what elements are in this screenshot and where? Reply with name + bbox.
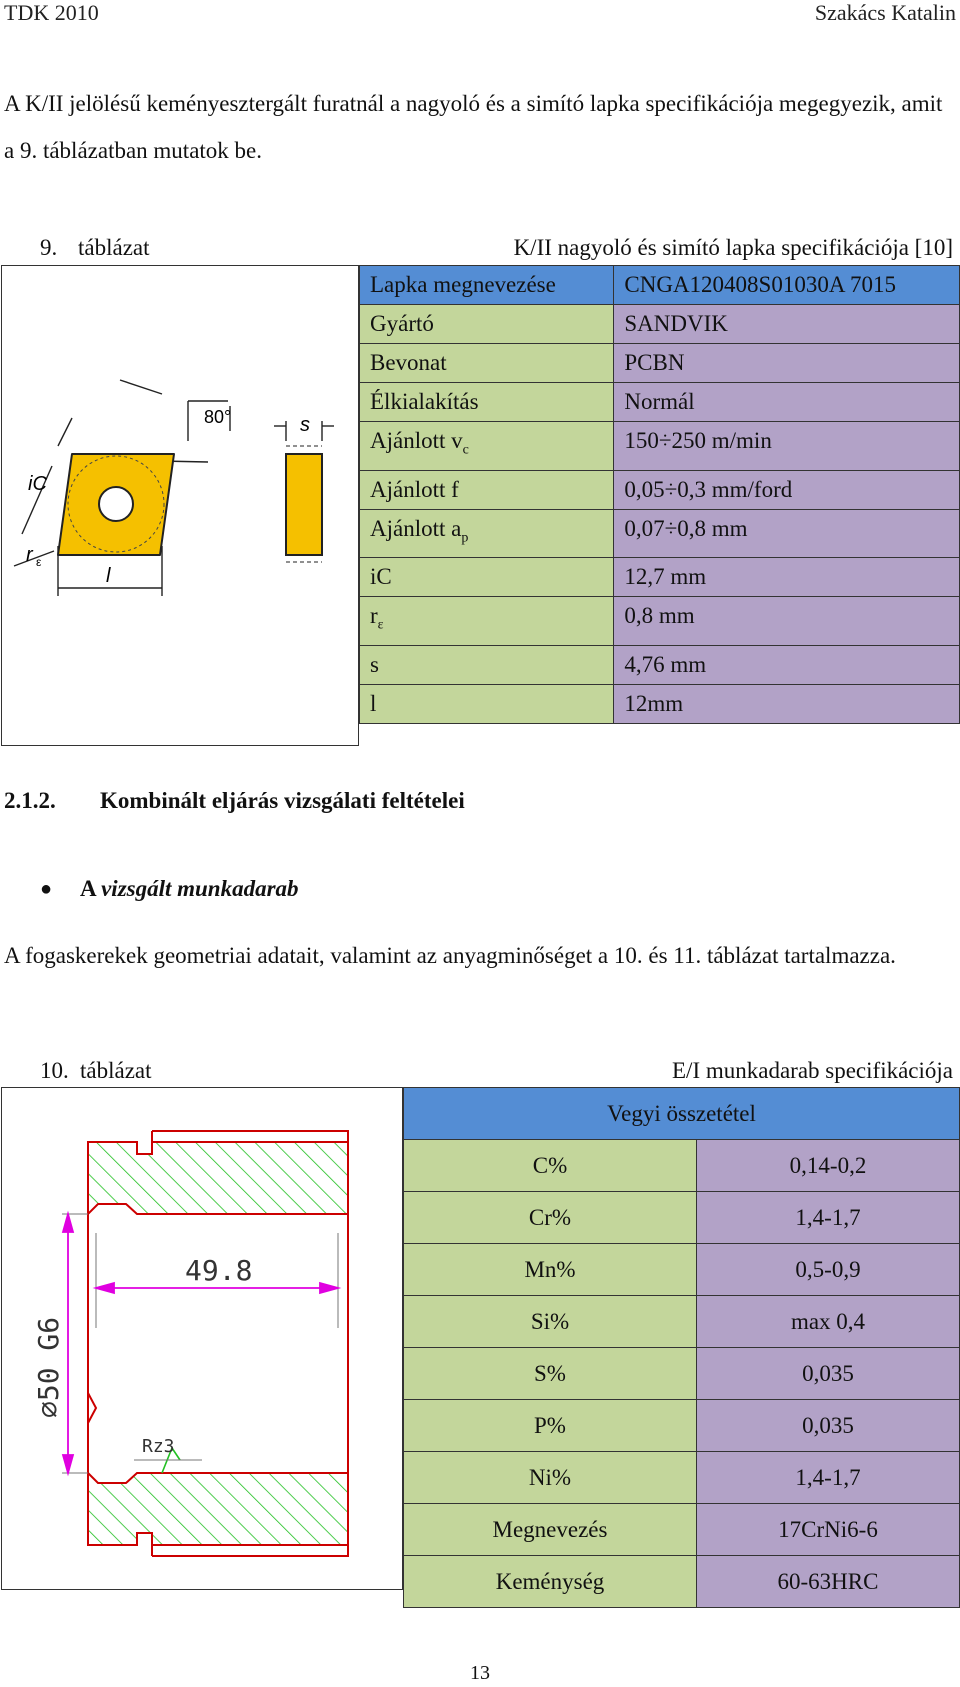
insert-drawing	[2, 266, 358, 745]
table-row	[360, 684, 960, 723]
chem-value: 60-63HRC	[697, 1556, 960, 1608]
chem-value: 17CrNi6-6	[697, 1504, 960, 1556]
spec-key-sub: ε	[377, 617, 384, 633]
spec-value: 12mm	[614, 684, 960, 723]
table-row	[360, 597, 960, 646]
s-label: s	[300, 414, 310, 436]
diameter-dim-label: ⌀50 G6	[32, 1316, 65, 1418]
table10-number: 10.	[40, 1058, 69, 1083]
chem-key: C%	[404, 1140, 697, 1192]
chem-key: Mn%	[404, 1244, 697, 1296]
spec-key: Ajánlott a	[370, 515, 462, 541]
ic-label: iC	[28, 473, 47, 495]
r-label: r	[26, 544, 33, 566]
chem-key: Ni%	[404, 1452, 697, 1504]
chem-key: Si%	[404, 1296, 697, 1348]
spec-key: Ajánlott f	[360, 470, 614, 509]
spec-value: 0,07÷0,8 mm	[614, 509, 960, 558]
table-row	[404, 1452, 960, 1504]
l-label: l	[106, 565, 111, 587]
chem-value: 0,14-0,2	[697, 1140, 960, 1192]
bullet-item	[80, 876, 299, 902]
workpiece-drawing	[2, 1088, 402, 1589]
chem-key: Cr%	[404, 1192, 697, 1244]
spec-key: Ajánlott v	[370, 428, 463, 453]
table-row	[360, 422, 960, 471]
section-number: 2.1.2.	[4, 788, 56, 813]
table10-title: E/I munkadarab specifikációja	[672, 1058, 953, 1083]
spec-key: Bevonat	[360, 344, 614, 383]
roughness-label: Rz3	[142, 1436, 175, 1457]
table-header-row	[404, 1088, 960, 1140]
table-row	[404, 1244, 960, 1296]
table-row	[404, 1192, 960, 1244]
chem-value: 0,5-0,9	[697, 1244, 960, 1296]
table9-body	[360, 266, 960, 724]
spec-key-cell	[360, 597, 614, 646]
spec-key: Lapka megnevezése	[360, 266, 614, 305]
insert-drawing-cell	[1, 265, 359, 746]
spec-key: l	[360, 684, 614, 723]
r-sub-label: ε	[36, 555, 42, 569]
table-row	[360, 509, 960, 558]
table10-body	[404, 1088, 960, 1608]
table-row	[360, 344, 960, 383]
table-row	[360, 305, 960, 344]
page-number: 13	[470, 1662, 490, 1684]
table-row	[360, 558, 960, 597]
spec-value: 150÷250 m/min	[614, 422, 960, 471]
workpiece-paragraph: A fogaskerekek geometriai adatait, valamint az anyagminőséget a 10. és 11. táblázat tartalmazza.	[4, 943, 896, 968]
spec-value: PCBN	[614, 344, 960, 383]
chem-value: 1,4-1,7	[697, 1452, 960, 1504]
workpiece-drawing-cell	[1, 1087, 403, 1590]
spec-value: 0,8 mm	[614, 597, 960, 646]
chem-header: Vegyi összetétel	[404, 1088, 960, 1140]
intro-paragraph: A K/II jelölésű keményesztergált furatnál a nagyoló és a simító lapka specifikációja megegyezik, amit a 9. táblázatban mutatok be.	[4, 91, 943, 163]
section-title: Kombinált eljárás vizsgálati feltételei	[100, 788, 465, 813]
table-row	[360, 645, 960, 684]
table-row	[360, 470, 960, 509]
spec-key: iC	[360, 558, 614, 597]
spec-value: SANDVIK	[614, 305, 960, 344]
table9-title: K/II nagyoló és simító lapka specifikációja [10]	[513, 235, 953, 260]
table-row	[360, 383, 960, 422]
table-row	[404, 1296, 960, 1348]
table-row	[360, 266, 960, 305]
table-row	[404, 1348, 960, 1400]
chem-key: S%	[404, 1348, 697, 1400]
length-dim-label: 49.8	[185, 1254, 253, 1287]
table-row	[404, 1400, 960, 1452]
spec-key-sub: p	[461, 530, 469, 546]
bullet-prefix: A	[80, 876, 96, 901]
table10	[403, 1087, 960, 1608]
spec-key-cell	[360, 422, 614, 471]
chem-value: 1,4-1,7	[697, 1192, 960, 1244]
table-row	[404, 1556, 960, 1608]
chem-value: max 0,4	[697, 1296, 960, 1348]
chem-key: P%	[404, 1400, 697, 1452]
spec-value: CNGA120408S01030A 7015	[614, 266, 960, 305]
angle-label: 80°	[204, 407, 232, 427]
chem-key: Megnevezés	[404, 1504, 697, 1556]
spec-key: s	[360, 645, 614, 684]
chem-value: 0,035	[697, 1400, 960, 1452]
table9	[359, 265, 960, 724]
chem-value: 0,035	[697, 1348, 960, 1400]
spec-key-cell	[360, 509, 614, 558]
header-left: TDK 2010	[4, 0, 99, 25]
table9-label: táblázat	[78, 235, 150, 260]
spec-key: Élkialakítás	[360, 383, 614, 422]
spec-key: r	[370, 603, 378, 629]
header-right: Szakács Katalin	[814, 0, 956, 25]
table10-label: táblázat	[80, 1058, 152, 1083]
table9-number: 9.	[40, 235, 58, 260]
spec-value: 4,76 mm	[614, 645, 960, 684]
table-row	[404, 1504, 960, 1556]
spec-key-sub: c	[462, 442, 469, 458]
spec-value: 12,7 mm	[614, 558, 960, 597]
bullet-icon: ●	[40, 878, 53, 900]
spec-value: Normál	[614, 383, 960, 422]
bullet-text: vizsgált munkadarab	[101, 876, 299, 901]
chem-key: Keménység	[404, 1556, 697, 1608]
table-row	[404, 1140, 960, 1192]
spec-key: Gyártó	[360, 305, 614, 344]
spec-value: 0,05÷0,3 mm/ford	[614, 470, 960, 509]
